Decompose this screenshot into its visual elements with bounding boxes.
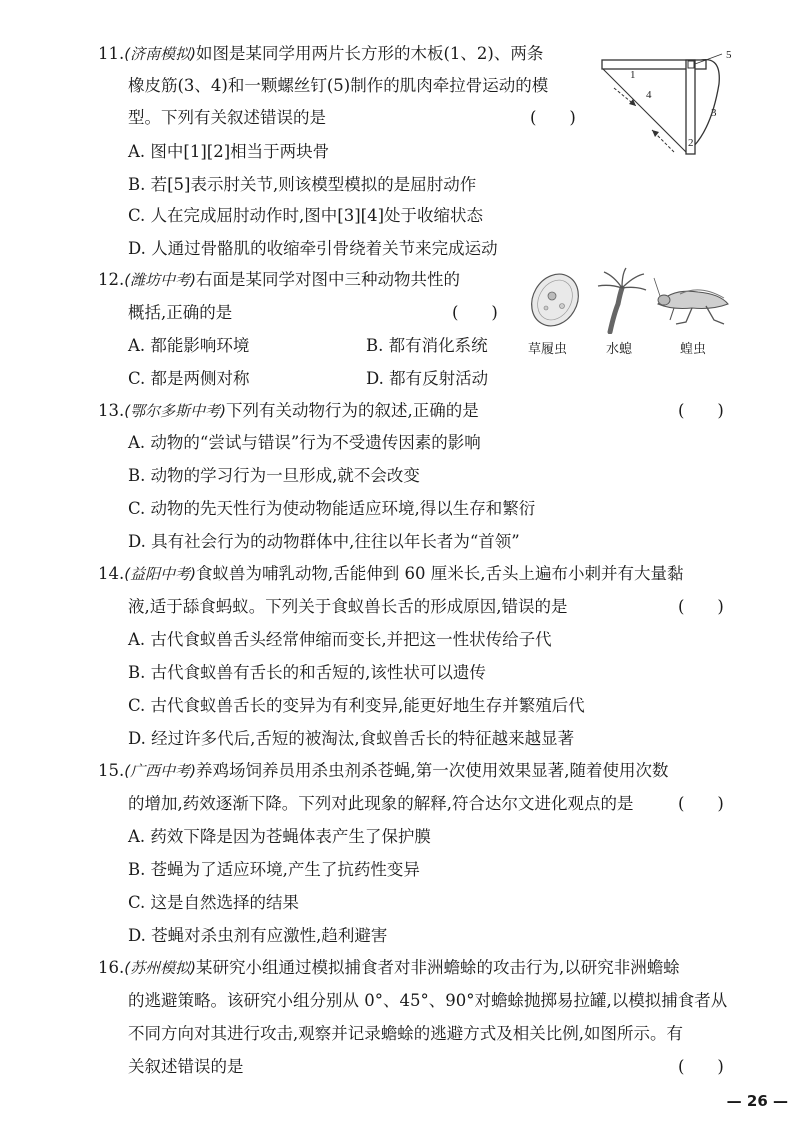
q13-option-d: D. 具有社会行为的动物群体中,往往以年长者为“首领” bbox=[128, 532, 520, 551]
q16-line-1: 16.(苏州模拟)某研究小组通过模拟捕食者对非洲蟾蜍的攻击行为,以研究非洲蟾蜍 bbox=[98, 958, 680, 977]
animal-label-locust: 蝗虫 bbox=[680, 342, 707, 357]
label-5: 5 bbox=[726, 49, 732, 61]
animal-label-hydra: 水螅 bbox=[606, 342, 633, 357]
q16-line-3: 不同方向对其进行攻击,观察并记录蟾蜍的逃避方式及相关比例,如图所示。有 bbox=[128, 1024, 683, 1043]
q12-line-1: 12.(潍坊中考)右面是某同学对图中三种动物共性的 bbox=[98, 270, 460, 289]
muscle-model-diagram bbox=[594, 40, 744, 165]
label-4: 4 bbox=[646, 89, 652, 101]
label-2: 2 bbox=[688, 137, 694, 149]
q16-answer-paren: ( ) bbox=[678, 1057, 724, 1076]
q14-line-2: 液,适于舔食蚂蚁。下列关于食蚁兽长舌的形成原因,错误的是 bbox=[128, 597, 568, 616]
q15-option-c: C. 这是自然选择的结果 bbox=[128, 893, 300, 912]
q15-option-b: B. 苍蝇为了适应环境,产生了抗药性变异 bbox=[128, 860, 420, 879]
q11-line-3: 型。下列有关叙述错误的是 bbox=[128, 108, 326, 127]
locust-image bbox=[652, 270, 732, 328]
q13-option-a: A. 动物的“尝试与错误”行为不受遗传因素的影响 bbox=[128, 433, 481, 452]
q14-option-b: B. 古代食蚁兽有舌长的和舌短的,该性状可以遗传 bbox=[128, 663, 486, 682]
q11-answer-paren: ( ) bbox=[530, 108, 576, 127]
label-1: 1 bbox=[630, 69, 636, 81]
q13-option-b: B. 动物的学习行为一旦形成,就不会改变 bbox=[128, 466, 420, 485]
q12-option-d: D. 都有反射活动 bbox=[366, 369, 489, 388]
q16-line-2: 的逃避策略。该研究小组分别从 0°、45°、90°对蟾蜍抛掷易拉罐,以模拟捕食者从 bbox=[128, 991, 728, 1010]
q11-line-1: 11.(济南模拟)如图是某同学用两片长方形的木板(1、2)、两条 bbox=[98, 44, 544, 63]
screw-5 bbox=[688, 61, 694, 68]
q14-option-a: A. 古代食蚁兽舌头经常伸缩而变长,并把这一性状传给子代 bbox=[128, 630, 552, 649]
q14-answer-paren: ( ) bbox=[678, 597, 724, 616]
q11-option-a: A. 图中[1][2]相当于两块骨 bbox=[128, 142, 330, 161]
hydra-image bbox=[592, 266, 650, 334]
q15-option-a: A. 药效下降是因为苍蝇体表产生了保护膜 bbox=[128, 827, 431, 846]
rubber-band-4 bbox=[602, 68, 686, 152]
q12-option-b: B. 都有消化系统 bbox=[366, 336, 488, 355]
q15-answer-paren: ( ) bbox=[678, 794, 724, 813]
q15-option-d: D. 苍蝇对杀虫剂有应激性,趋利避害 bbox=[128, 926, 388, 945]
q14-option-d: D. 经过许多代后,舌短的被淘汰,食蚁兽舌长的特征越来越显著 bbox=[128, 729, 575, 748]
animal-label-paramecium: 草履虫 bbox=[528, 342, 568, 357]
q12-answer-paren: ( ) bbox=[452, 303, 498, 322]
q11-line-2: 橡皮筋(3、4)和一颗螺丝钉(5)制作的肌肉牵拉骨运动的模 bbox=[128, 76, 549, 95]
q12-line-2: 概括,正确的是 bbox=[128, 303, 233, 322]
q15-line-2: 的增加,药效逐渐下降。下列对此现象的解释,符合达尔文进化观点的是 bbox=[128, 794, 634, 813]
q13-answer-paren: ( ) bbox=[678, 401, 724, 420]
paramecium-image bbox=[522, 268, 588, 332]
q15-line-1: 15.(广西中考)养鸡场饲养员用杀虫剂杀苍蝇,第一次使用效果显著,随着使用次数 bbox=[98, 761, 669, 780]
q12-option-c: C. 都是两侧对称 bbox=[128, 369, 250, 388]
q11-option-c: C. 人在完成屈肘动作时,图中[3][4]处于收缩状态 bbox=[128, 206, 484, 225]
rubber-band-3 bbox=[602, 60, 719, 146]
q14-option-c: C. 古代食蚁兽舌长的变异为有利变异,能更好地生存并繁殖后代 bbox=[128, 696, 585, 715]
q11-option-d: D. 人通过骨骼肌的收缩牵引骨绕着关节来完成运动 bbox=[128, 239, 498, 258]
q16-line-4: 关叙述错误的是 bbox=[128, 1057, 244, 1076]
q14-line-1: 14.(益阳中考)食蚁兽为哺乳动物,舌能伸到 60 厘米长,舌头上遍布小刺并有大量黏 bbox=[98, 564, 684, 583]
q13-line-1: 13.(鄂尔多斯中考)下列有关动物行为的叙述,正确的是 bbox=[98, 401, 479, 420]
label-3: 3 bbox=[711, 107, 717, 119]
q11-option-b: B. 若[5]表示肘关节,则该模型模拟的是屈肘动作 bbox=[128, 175, 477, 194]
page-number: — 26 — bbox=[726, 1092, 788, 1110]
q12-option-a: A. 都能影响环境 bbox=[128, 336, 250, 355]
q13-option-c: C. 动物的先天性行为使动物能适应环境,得以生存和繁衍 bbox=[128, 499, 536, 518]
